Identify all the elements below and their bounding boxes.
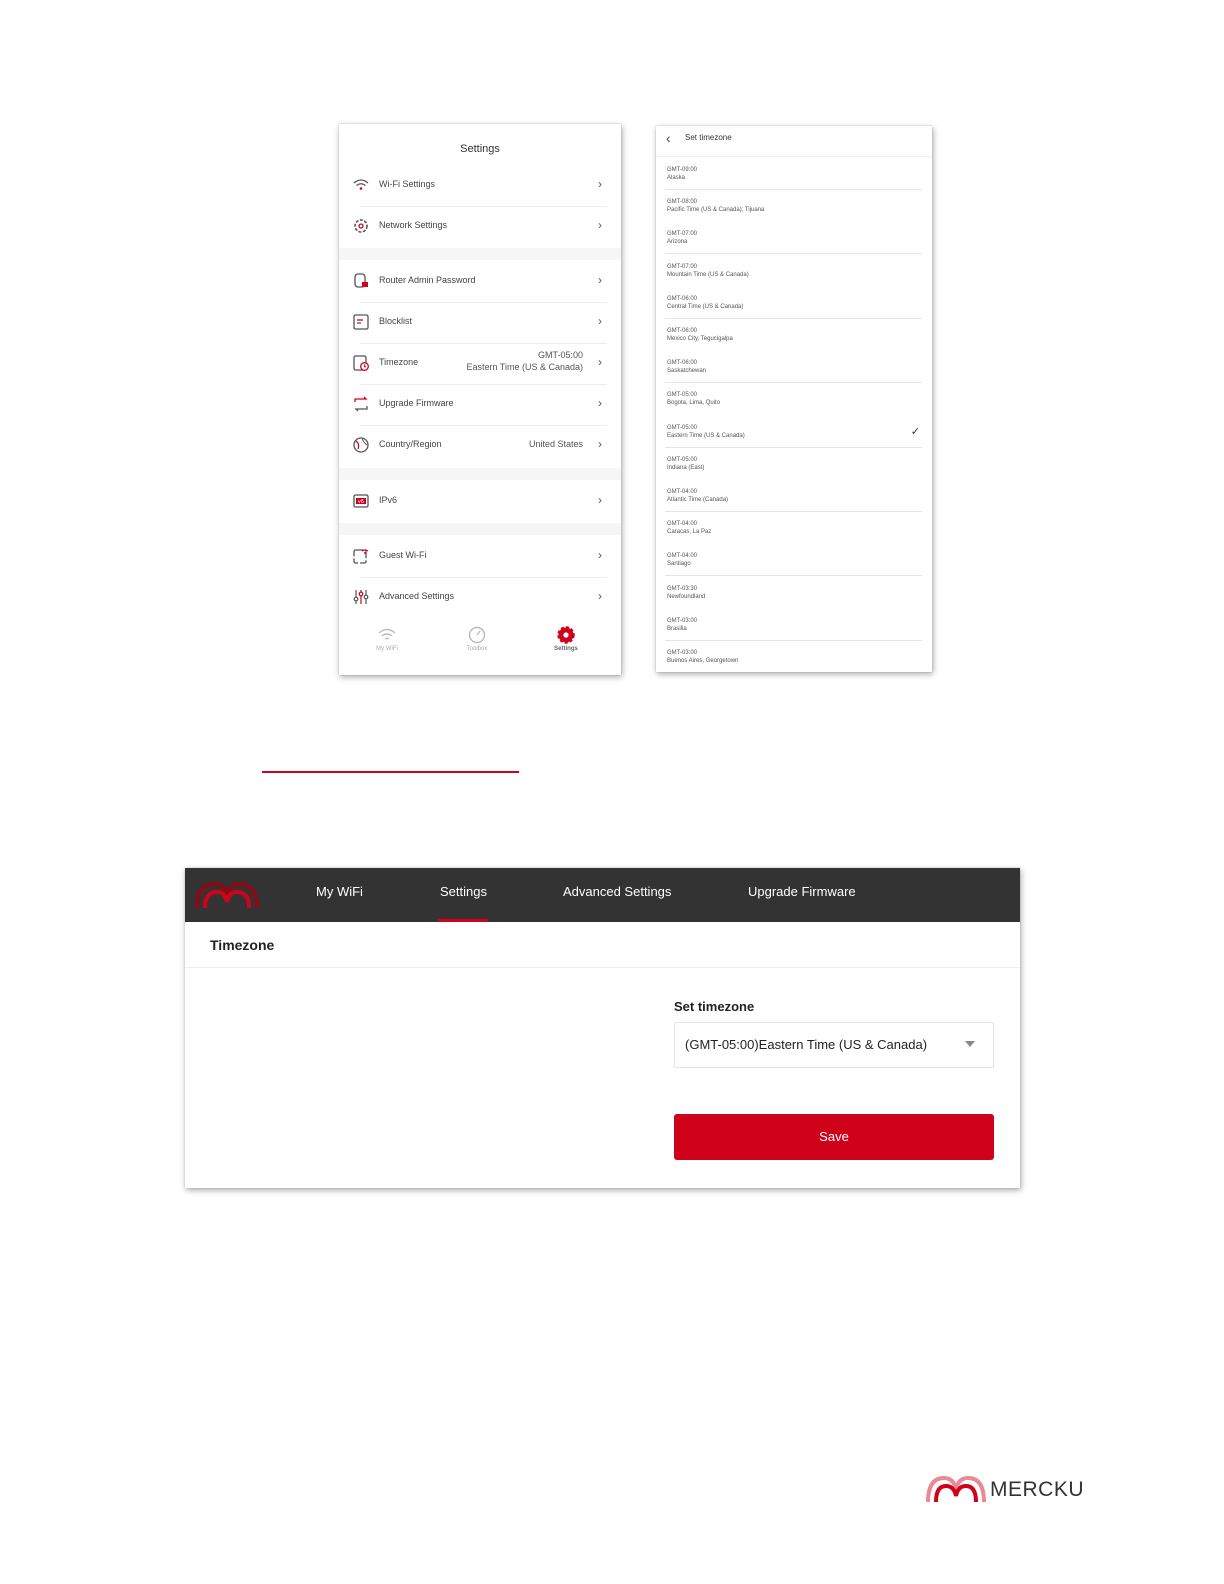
timezone-option[interactable]: [656, 255, 932, 287]
section-title: Timezone: [210, 937, 275, 953]
settings-item-label: Timezone: [379, 357, 419, 367]
chevron-right-icon: ›: [598, 314, 602, 328]
timezone-offset: GMT-09:00: [667, 167, 698, 173]
timezone-offset: GMT-05:00: [667, 424, 698, 431]
settings-item-admin-password[interactable]: [339, 262, 621, 302]
tab-toolbox[interactable]: [447, 625, 507, 652]
timezone-offset: GMT-06:00: [667, 360, 698, 367]
save-button[interactable]: Save: [674, 1114, 994, 1160]
timezone-name: Eastern Time (US & Canada): [466, 362, 583, 372]
top-navbar: [185, 868, 1020, 922]
group-spacer: [339, 523, 621, 535]
settings-item-timezone[interactable]: [339, 344, 621, 384]
timezone-name: Bogota, Lima, Quito: [667, 400, 721, 407]
timezone-offset: GMT-04:00: [667, 521, 698, 528]
caret-down-icon: [965, 1041, 975, 1047]
tab-settings[interactable]: [536, 625, 596, 652]
phone-timezone-screen: [656, 126, 932, 672]
checkmark-icon: ✓: [910, 425, 920, 438]
mercku-logo-icon: [924, 1474, 988, 1504]
timezone-offset: GMT-03:00: [667, 650, 698, 656]
tab-my-wifi[interactable]: [357, 625, 417, 652]
timezone-name: Pacific Time (US & Canada); Tijuana: [667, 207, 765, 214]
wifi-icon: [377, 625, 397, 645]
timezone-offset: GMT-03:00: [667, 617, 698, 624]
chevron-right-icon: ›: [598, 396, 602, 410]
svg-text:v6: v6: [357, 499, 365, 505]
timezone-offset: GMT-03:30: [667, 585, 698, 592]
timezone-offset: GMT-06:00: [667, 328, 698, 334]
toolbox-icon: [467, 625, 487, 645]
timezone-select[interactable]: [674, 1022, 994, 1068]
ipv6-icon: [352, 492, 370, 510]
clock-icon: [352, 354, 370, 372]
nav-upgrade-firmware[interactable]: Upgrade Firmware: [748, 884, 856, 899]
timezone-option[interactable]: [656, 544, 932, 576]
guest-wifi-icon: [352, 547, 370, 565]
timezone-header: [656, 126, 932, 157]
link-underline[interactable]: [262, 771, 519, 773]
timezone-offset: GMT-04:00: [667, 489, 698, 495]
timezone-option[interactable]: [656, 577, 932, 609]
timezone-offset: GMT-05:00: [667, 392, 698, 399]
timezone-name: Central Time (US & Canada): [667, 303, 744, 310]
timezone-option[interactable]: [656, 190, 932, 222]
wifi-icon: [352, 176, 370, 194]
chevron-right-icon: ›: [598, 273, 602, 287]
chevron-right-icon: ›: [598, 493, 602, 507]
settings-item-label: Advanced Settings: [379, 591, 455, 601]
timezone-name: Caracas, La Paz: [667, 529, 712, 536]
timezone-offset: GMT-05:00: [537, 350, 583, 360]
bottom-tab-bar: [339, 621, 621, 661]
tab-label: Toolbox: [466, 646, 488, 652]
timezone-value: [466, 349, 583, 373]
chevron-right-icon: ›: [598, 177, 602, 191]
timezone-offset: GMT-06:00: [667, 295, 698, 302]
settings-item-label: Upgrade Firmware: [379, 398, 454, 408]
chevron-right-icon: ›: [598, 437, 602, 451]
timezone-option[interactable]: [656, 351, 932, 383]
phone-settings-screen: [339, 124, 621, 675]
settings-item-label: Network Settings: [379, 220, 448, 230]
settings-item-label: Router Admin Password: [379, 275, 476, 285]
settings-item-label: IPv6: [379, 495, 398, 505]
gear-icon: [352, 217, 370, 235]
group-spacer: [339, 248, 621, 260]
settings-title: Settings: [460, 143, 500, 155]
settings-item-label: Blocklist: [379, 316, 413, 326]
web-timezone-panel: [185, 868, 1020, 1188]
timezone-option[interactable]: [656, 416, 932, 448]
timezone-option[interactable]: [656, 512, 932, 544]
tab-label: My WiFi: [376, 646, 398, 652]
timezone-name: Saskatchewan: [667, 368, 707, 375]
timezone-name: Mexico City, Tegucigalpa: [667, 336, 733, 342]
refresh-icon: [352, 395, 370, 413]
timezone-option[interactable]: [656, 383, 932, 415]
chevron-right-icon: ›: [598, 548, 602, 562]
timezone-option[interactable]: [656, 287, 932, 319]
group-spacer: [339, 468, 621, 480]
nav-settings[interactable]: Settings: [440, 884, 487, 899]
timezone-name: Indiana (East): [667, 464, 705, 471]
settings-item-label: Wi-Fi Settings: [379, 179, 436, 189]
chevron-right-icon: ›: [598, 589, 602, 603]
nav-my-wifi[interactable]: My WiFi: [316, 884, 363, 899]
mercku-logo-icon: [191, 878, 263, 912]
timezone-option[interactable]: [656, 448, 932, 480]
nav-active-indicator: [438, 919, 488, 922]
tab-label: Settings: [554, 646, 578, 652]
globe-icon: [352, 436, 370, 454]
timezone-name: Arizona: [667, 239, 688, 246]
timezone-name: Brasilia: [667, 625, 687, 632]
settings-item-wifi[interactable]: [339, 166, 621, 206]
timezone-select-value: (GMT-05:00)Eastern Time (US & Canada): [685, 1037, 928, 1052]
settings-item-upgrade-firmware[interactable]: [339, 385, 621, 425]
timezone-name: Alaska: [667, 175, 686, 181]
lock-icon: [352, 272, 370, 290]
settings-item-advanced-settings[interactable]: [339, 578, 621, 618]
timezone-option[interactable]: [656, 641, 932, 672]
timezone-option[interactable]: [656, 158, 932, 190]
timezone-screen-title: Set timezone: [685, 133, 732, 142]
timezone-option[interactable]: [656, 609, 932, 641]
settings-item-blocklist[interactable]: [339, 303, 621, 343]
timezone-offset: GMT-08:00: [667, 199, 698, 206]
timezone-option[interactable]: [656, 319, 932, 351]
nav-advanced-settings[interactable]: Advanced Settings: [563, 884, 672, 899]
settings-item-guest-wifi[interactable]: [339, 537, 621, 577]
brand-name: MERCKU: [990, 1478, 1085, 1501]
brand-footer: [924, 1474, 1085, 1504]
timezone-name: Atlantic Time (Canada): [667, 497, 729, 503]
chevron-right-icon: ›: [598, 355, 602, 369]
timezone-offset: GMT-07:00: [667, 263, 698, 270]
timezone-option[interactable]: [656, 480, 932, 512]
settings-item-ipv6[interactable]: [339, 482, 621, 522]
blocklist-icon: [352, 313, 370, 331]
timezone-option[interactable]: [656, 222, 932, 254]
chevron-right-icon: ›: [598, 218, 602, 232]
timezone-name: Eastern Time (US & Canada): [667, 432, 745, 439]
back-arrow-icon[interactable]: ‹: [666, 130, 671, 146]
gear-icon: [556, 625, 576, 645]
timezone-offset: GMT-05:00: [667, 456, 698, 463]
divider: [185, 967, 1020, 968]
settings-item-label: Country/Region: [379, 439, 442, 449]
settings-item-country-region[interactable]: [339, 426, 621, 466]
settings-item-network[interactable]: [339, 207, 621, 247]
country-value: United States: [528, 439, 583, 449]
sliders-icon: [352, 588, 370, 606]
timezone-offset: GMT-07:00: [667, 231, 698, 238]
set-timezone-label: Set timezone: [674, 999, 755, 1014]
timezone-name: Newfoundland: [667, 593, 706, 600]
timezone-name: Mountain Time (US & Canada): [667, 271, 749, 278]
timezone-offset: GMT-04:00: [667, 553, 698, 560]
timezone-name: Santiago: [667, 561, 691, 568]
timezone-name: Buenos Aires, Georgetown: [667, 658, 739, 664]
settings-item-label: Guest Wi-Fi: [379, 550, 427, 560]
